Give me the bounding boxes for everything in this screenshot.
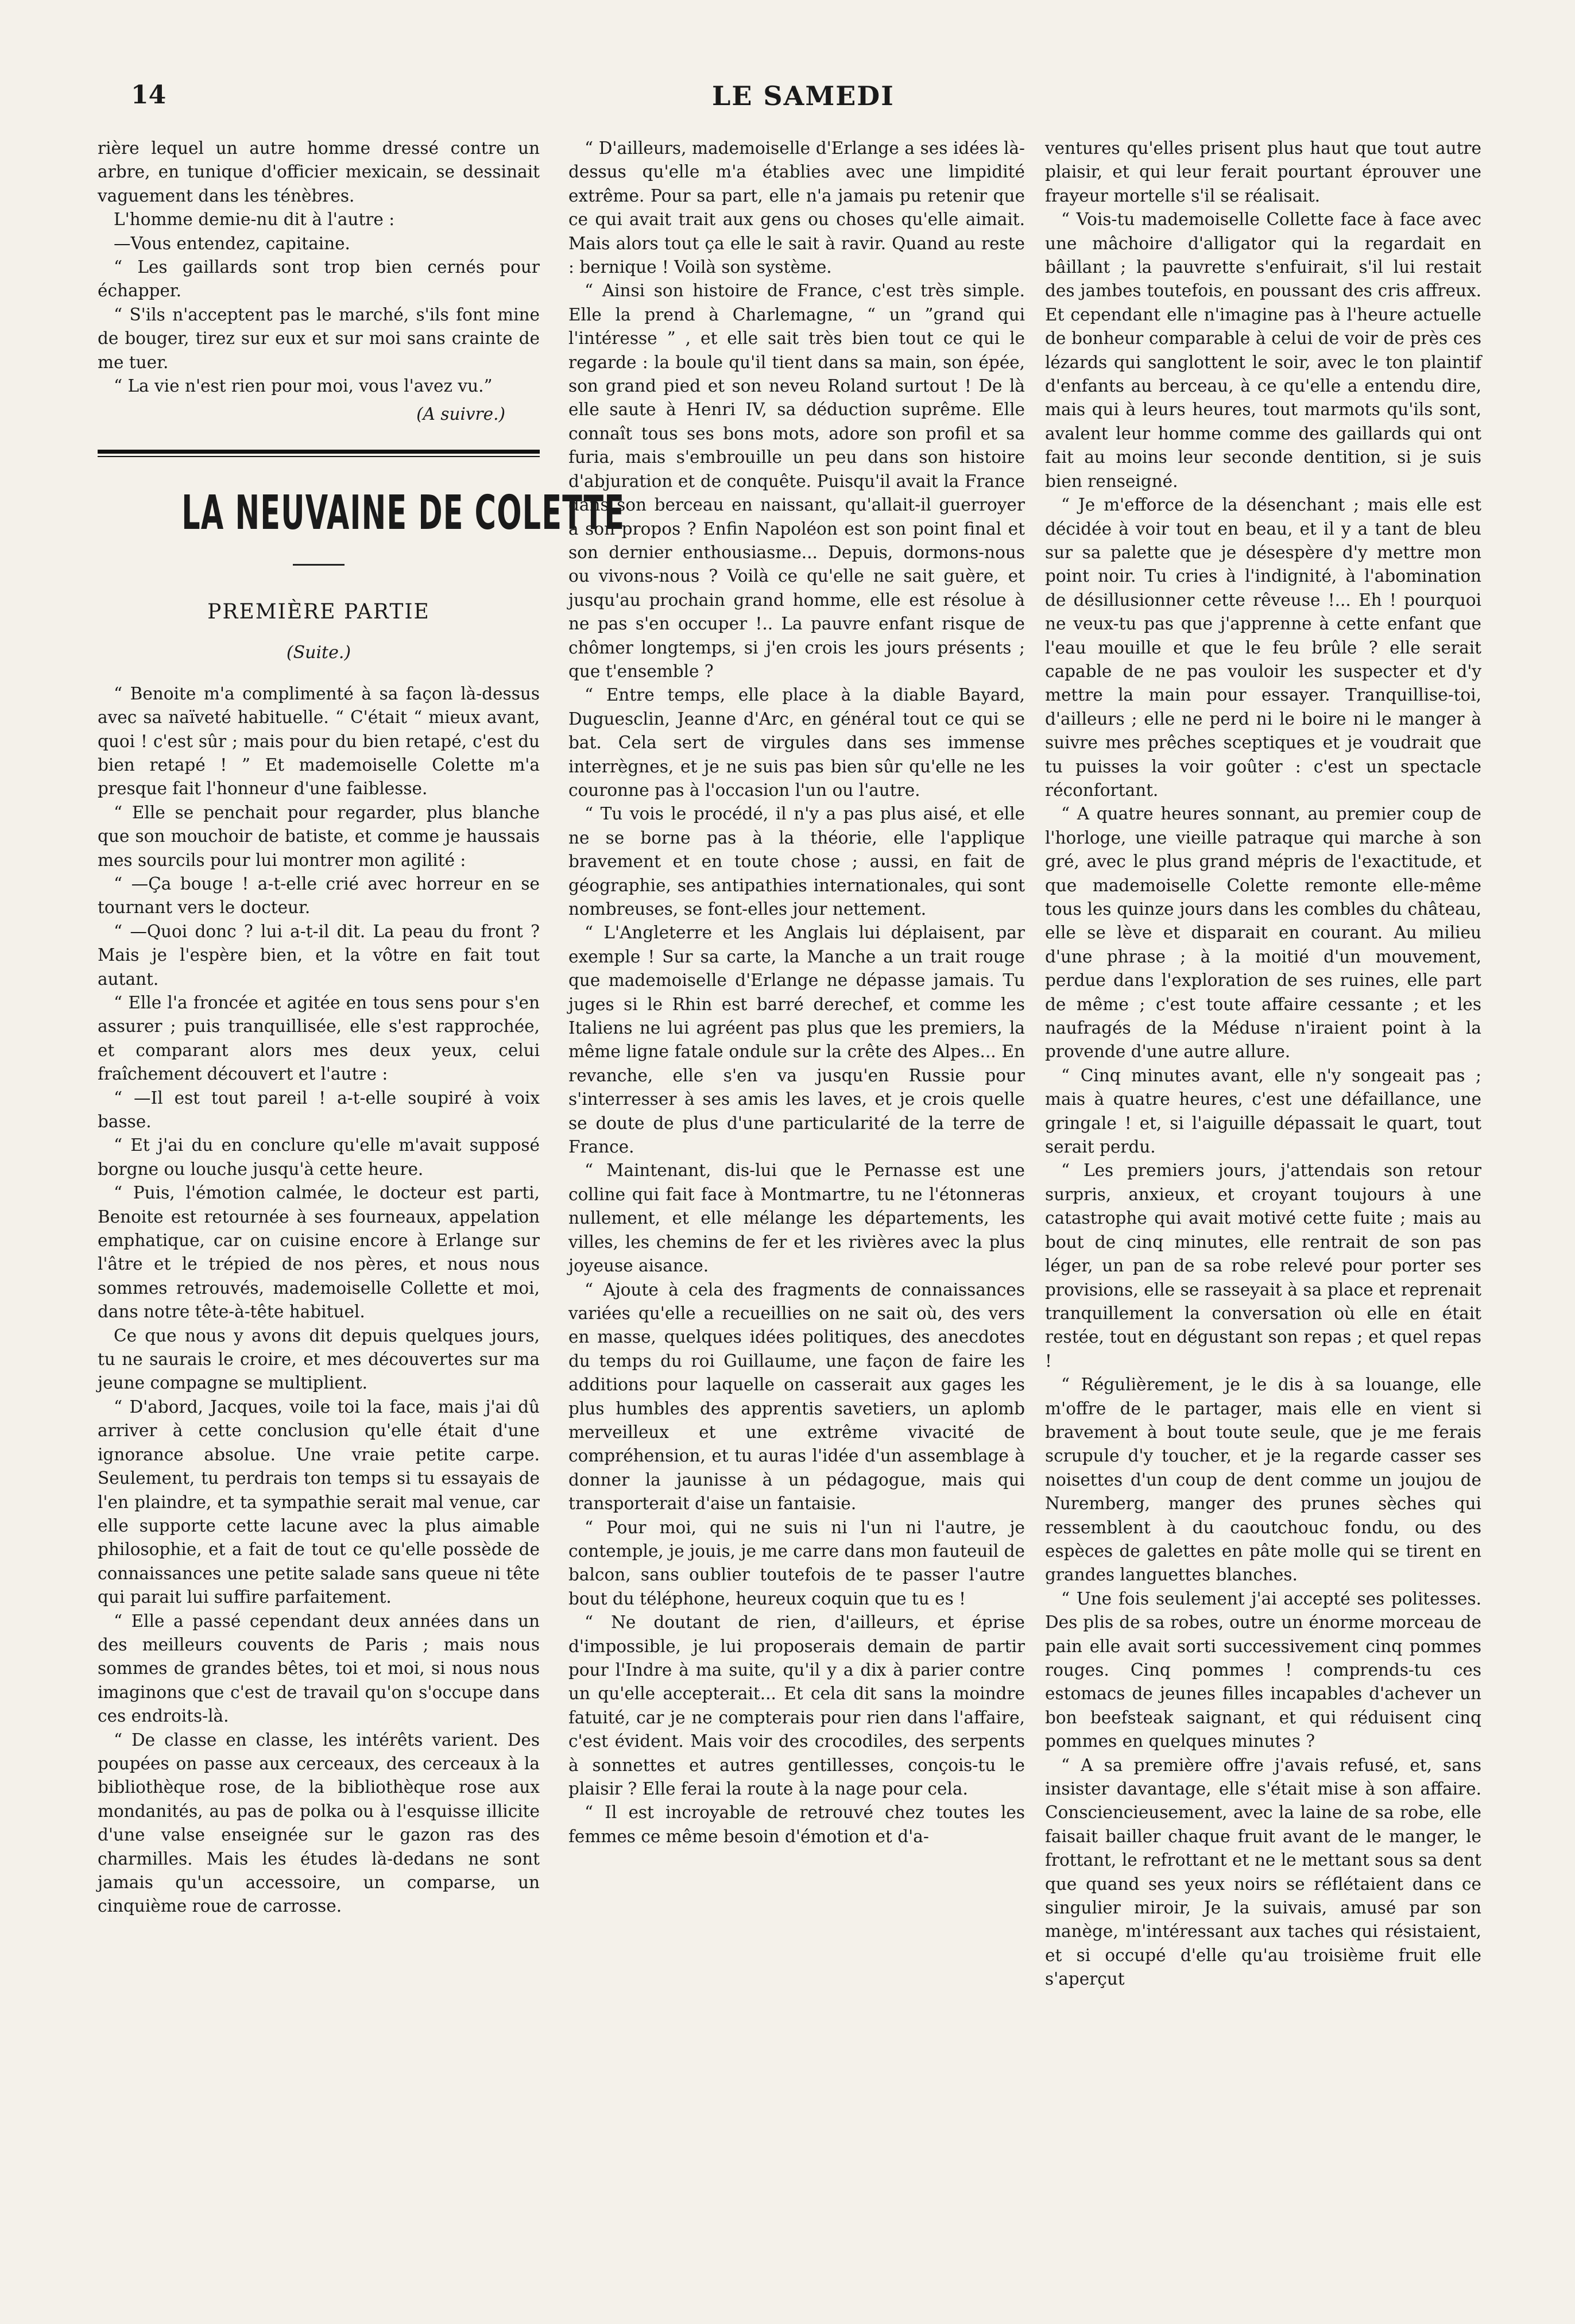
paragraph: “ La vie n'est rien pour moi, vous l'avez vu.” bbox=[114, 376, 493, 396]
paragraph: “ —Quoi donc ? lui a-t-il dit. La peau du front ? Mais je l'espère bien, et la vôtre en fait tout autant. bbox=[98, 921, 540, 989]
paragraph: “ Entre temps, elle place à la diable Bayard, Duguesclin, Jeanne d'Arc, en général tout ce qui se bat. Cela sert de virgules dans ses immense interrègnes, et je ne suis pas bien sûr qu'elle ne les couronne pas à l'occasion l'un ou l'autre. bbox=[568, 685, 1025, 800]
paragraph: “ Vois-tu mademoiselle Collette face à face avec une mâchoire d'alligator qui la regardait en bâillant ; la pauvrette s'enfuirait, s'il lui restait des jambes toutefois, en poussant des cris affreux. Et cependant elle n'imagine pas à l'heure actuelle de bonheur comparable à celui de voir de près ces lézards qui sanglottent le soir, avec le ton plaintif d'enfants au berceau, à ce qu'elle a entendu dire, mais qui à leurs heures, tout marmots qu'ils sont, avalent leur homme comme des gaillards qui ont fait au moins leur seconde dentition, si je suis bien renseigné. bbox=[1045, 210, 1481, 491]
paragraph: “ Maintenant, dis-lui que le Pernasse est une colline qui fait face à Montmartre, tu ne l'étonneras nullement, et elle mélange les départements, les villes, les chemins de fer et les rivières avec la plus joyeuse aisance. bbox=[568, 1161, 1025, 1276]
paragraph: L'homme demie-nu dit à l'autre : bbox=[114, 210, 395, 230]
paragraph: “ Puis, l'émotion calmée, le docteur est parti, Benoite est retournée à ses fourneaux, appelation emphatique, car on cuisine encore à Erlange sur l'âtre et le trépied de nos pères, et nous nous sommes retrouvés, mademoiselle Collette et moi, dans notre tête-à-tête habituel. bbox=[98, 1183, 540, 1322]
paragraph: “ S'ils n'acceptent pas le marché, s'ils font mine de bouger, tirez sur eux et sur moi sans crainte de me tuer. bbox=[98, 304, 540, 372]
paragraph: “ Les gaillards sont trop bien cernés pour échapper. bbox=[98, 257, 540, 301]
paragraph: “ Elle a passé cependant deux années dans un des meilleurs couvents de Paris ; mais nous sommes de grandes bêtes, toi et moi, si nous nous imaginons que c'est de travail qu'on s'occupe dans ces endroits-là. bbox=[98, 1611, 540, 1726]
section-rule bbox=[98, 450, 540, 457]
a-suivre: (A suivre.) bbox=[416, 404, 505, 424]
paragraph: “ Ne doutant de rien, d'ailleurs, et éprise d'impossible, je lui proposerais demain de partir pour l'Indre à ma suite, qu'il y a dix à parier contre un qu'elle accepterait... Et cela dit sans la moindre fatuité, car je ne compterais pour rien dans l'affaire, c'est évident. Mais voir des crocodiles, des serpents à sonnettes et autres gentillesses, conçois-tu le plaisir ? Elle ferai la route à la nage pour cela. bbox=[568, 1613, 1025, 1799]
journal-title: LE SAMEDI bbox=[712, 80, 895, 111]
paragraph: “ A sa première offre j'avais refusé, et, sans insister davantage, elle s'était mise à son affaire. Consciencieusement, avec la laine de sa robe, elle faisait bailler chaque fruit avant de le manger, le frottant, le refrottant et ne le mettant sous sa dent que quand ses yeux noirs se réflétaient dans ce singulier miroir, Je la suivais, amusé par son manège, m'intéressant aux taches qui résistaient, et si occupé d'elle qu'au troisième fruit elle s'aperçut bbox=[1045, 1755, 1481, 1989]
paragraph: “ De classe en classe, les intérêts varient. Des poupées on passe aux cerceaux, des cerceaux à la bibliothèque rose, de la bibliothèque rose aux mondanités, au pas de polka ou à l'esquisse illicite d'une valse enseignée sur le gazon ras des charmilles. Mais les études là-dedans ne sont jamais qu'un accessoire, un comparse, un cinquième roue de carrosse. bbox=[98, 1730, 540, 1916]
story-text-col1 bbox=[98, 682, 540, 1919]
paragraph: ventures qu'elles prisent plus haut que tout autre plaisir, et qui leur ferait pourtant éprouver une frayeur mortelle s'il se réalisait. bbox=[1045, 138, 1481, 206]
page-number: 14 bbox=[131, 80, 167, 110]
paragraph: “ Benoite m'a complimenté à sa façon là-dessus avec sa naïveté habituelle. “ C'était “ mieux avant, quoi ! c'est sûr ; mais pour du bien retapé, c'est du bien retapé ! ” Et mademoiselle Colette m'a presque fait l'honneur d'une faiblesse. bbox=[98, 683, 540, 799]
paragraph: “ L'Angleterre et les Anglais lui déplaisent, par exemple ! Sur sa carte, la Manche a un trait rouge que mademoiselle d'Erlange ne dépasse jamais. Tu juges si le Rhin est barré derechef, et comme les Italiens ne lui agréent pas plus que les premiers, la même ligne fatale ondule sur la crête des Alpes... En revanche, elle s'en va jusqu'en Russie pour s'interresser à ses amis les laves, et je crois quelle se doute de plus d'une particularité de la terre de France. bbox=[568, 923, 1025, 1157]
paragraph: “ D'abord, Jacques, voile toi la face, mais j'ai dû arriver à cette conclusion qu'elle était d'une ignorance absolue. Une vraie petite carpe. Seulement, tu perdrais ton temps si tu essayais de l'en plaindre, et ta sympathie serait mal venue, car elle supporte cette lacune avec la plus aimable philosophie, et a fait de tout ce qu'elle possède de connaissances une petite salade sans queue ni tête qui parait lui suffire parfaitement. bbox=[98, 1397, 540, 1607]
paragraph: rière lequel un autre homme dressé contre un arbre, en tunique d'officier mexicain, se dessinait vaguement dans les ténèbres. bbox=[98, 138, 540, 206]
column-3 bbox=[1045, 137, 1481, 1992]
paragraph: “ Elle se penchait pour regarder, plus blanche que son mouchoir de batiste, et comme je haussais mes sourcils pour lui montrer mon agilité : bbox=[98, 802, 540, 870]
column-1 bbox=[98, 137, 625, 1919]
paragraph: Ce que nous y avons dit depuis quelques jours, tu ne saurais le croire, et mes découvertes sur ma jeune compagne se multiplient. bbox=[98, 1325, 540, 1393]
column-2 bbox=[568, 137, 1025, 1849]
paragraph: —Vous entendez, capitaine. bbox=[114, 233, 350, 253]
paragraph: “ Une fois seulement j'ai accepté ses politesses. Des plis de sa robes, outre un énorme morceau de pain elle avait sorti successivement cinq pommes rouges. Cinq pommes ! comprends-tu ces estomacs de jeunes filles incapables d'achever un bon beefsteak saignant, et qui réduisent cinq pommes en quelques minutes ? bbox=[1045, 1588, 1481, 1751]
paragraph: “ Ainsi son histoire de France, c'est très simple. Elle la prend à Charlemagne, “ un ”grand qui l'intéresse ” , et elle sait très bien tout ce qui le regarde : la boule qu'il tient dans sa main, son épée, son grand pied et son neveu Roland surtout ! De là elle saute à Henri IV, sa déduction suprême. Elle connaît tous ses bons mots, adore son profil et sa furia, mais s'embrouille un peu dans son histoire d'abjuration et de conquête. Puisqu'il avait la France dans son berceau en naissant, qu'allait-il guerroyer à son propos ? Enfin Napoléon est son point final et son dernier enthousiasme... Depuis, dormons-nous ou vivons-nous ? Voilà ce qu'elle ne sait guère, et jusqu'au prochain grand homme, elle est résolue à ne pas s'en occuper !.. La pauvre enfant risque de chômer longtemps, si j'en crois les jours présents ; que t'ensemble ? bbox=[568, 281, 1025, 681]
paragraph: “ —Il est tout pareil ! a-t-elle soupiré à voix basse. bbox=[98, 1088, 540, 1131]
previous-story-ending bbox=[98, 137, 540, 398]
paragraph: “ Elle l'a froncée et agitée en tous sens pour s'en assurer ; puis tranquillisée, elle s'est rapprochée, et comparant alors mes deux yeux, celui fraîchement découvert et l'autre : bbox=[98, 992, 540, 1084]
paragraph: “ D'ailleurs, mademoiselle d'Erlange a ses idées là-dessus qu'elle m'a établies avec une limpidité extrême. Pour sa part, elle n'a jamais pu retenir que ce qui avait trait aux gens ou choses qu'elle aimait. Mais alors tout ça elle le sait à ravir. Quand au reste : bernique ! Voilà son système. bbox=[568, 138, 1025, 277]
paragraph: “ Tu vois le procédé, il n'y a pas plus aisé, et elle ne se borne pas à la théorie, elle l'applique bravement et en toute chose ; aussi, en fait de géographie, ses antipathies internationales, qui sont nombreuses, se font-elles jour nettement. bbox=[568, 804, 1025, 919]
story-title: LA NEUVAINE DE COLETTE bbox=[181, 485, 625, 540]
paragraph: “ Les premiers jours, j'attendais son retour surpris, anxieux, et croyant toujours à une catastrophe qui avait motivé cette fuite ; mais au bout de cinq minutes, elle rentrait de son pas léger, un pan de sa robe relevé pour porter ses provisions, elle se rasseyait à sa place et reprenait tranquillement la conversation où elle en était restée, tout en dégustant son repas ; et quel repas ! bbox=[1045, 1161, 1481, 1371]
paragraph: “ Régulièrement, je le dis à sa louange, elle m'offre de le partager, mais elle en vient si bravement à bout toute seule, que je me ferais scrupule d'y toucher, et je la regarde casser ses noisettes d'un coup de dent comme un joujou de Nuremberg, manger des prunes sèches qui ressemblent à du caoutchouc fondu, ou des espèces de galettes en pâte molle qui se tirent en grandes languettes blanches. bbox=[1045, 1375, 1481, 1585]
paragraph: “ Et j'ai du en conclure qu'elle m'avait supposé borgne ou louche jusqu'à cette heure. bbox=[98, 1135, 540, 1179]
paragraph: “ Pour moi, qui ne suis ni l'un ni l'autre, je contemple, je jouis, je me carre dans mon fauteuil de balcon, sans oublier toutefois de te passer l'autre bout du téléphone, heureux coquin que tu es ! bbox=[568, 1517, 1025, 1608]
paragraph: “ Je m'efforce de la désenchant ; mais elle est décidée à voir tout en beau, et il y a tant de bleu sur sa palette que je désespère d'y mettre mon point noir. Tu cries à l'indignité, à l'abomination de désillusionner cette rêveuse !... Eh ! pourquoi ne veux-tu pas que j'apprenne à cette enfant que l'eau mouille et que le feu brûle ? elle serait capable de ne pas vouloir les suspecter et d'y mettre la main pour essayer. Tranquillise-toi, d'ailleurs ; elle ne perd ni le boire ni le manger à suivre mes prêches sceptiques et je voudrait que tu puisses la voir goûter : c'est un spectacle réconfortant. bbox=[1045, 495, 1481, 800]
paragraph: “ A quatre heures sonnant, au premier coup de l'horloge, une vieille patraque qui marche à son gré, avec le plus grand mépris de l'exactitude, et que mademoiselle Colette remonte elle-même tous les quinze jours dans les combles du château, elle se lève et disparait en courant. Au milieu d'une phrase ; à la moitié d'un mouvement, perdue dans l'exploration de ses ruines, elle part de même ; c'est toute affaire cessante ; et les naufragés de la Méduse n'iraient point à la provende d'une autre allure. bbox=[1045, 804, 1481, 1062]
part-heading: PREMIÈRE PARTIE bbox=[207, 600, 430, 624]
paragraph: “ Ajoute à cela des fragments de connaissances variées qu'elle a recueillies on ne sait où, des vers en masse, quelques idées politiques, des anecdotes du temps du roi Guillaume, une façon de faire les additions pour laquelle on casserait aux gages les plus humbles des apprentis savetiers, un aplomb merveilleux et une extrême vivacité de compréhension, et tu auras l'idée d'un assemblage à donner la jaunisse à un pédagogue, mais qui transporterait d'aise un fantaisie. bbox=[568, 1279, 1025, 1514]
paragraph: “ —Ça bouge ! a-t-elle crié avec horreur en se tournant vers le docteur. bbox=[98, 873, 540, 918]
paragraph: “ Cinq minutes avant, elle n'y songeait pas ; mais à quatre heures, c'est une défaillance, une gringale ! et, si l'aiguille dépassait le quart, tout serait perdu. bbox=[1045, 1065, 1481, 1157]
suite-label: (Suite.) bbox=[286, 643, 351, 663]
title-rule bbox=[293, 564, 345, 566]
paragraph: “ Il est incroyable de retrouvé chez toutes les femmes ce même besoin d'émotion et d'a- bbox=[568, 1803, 1025, 1846]
